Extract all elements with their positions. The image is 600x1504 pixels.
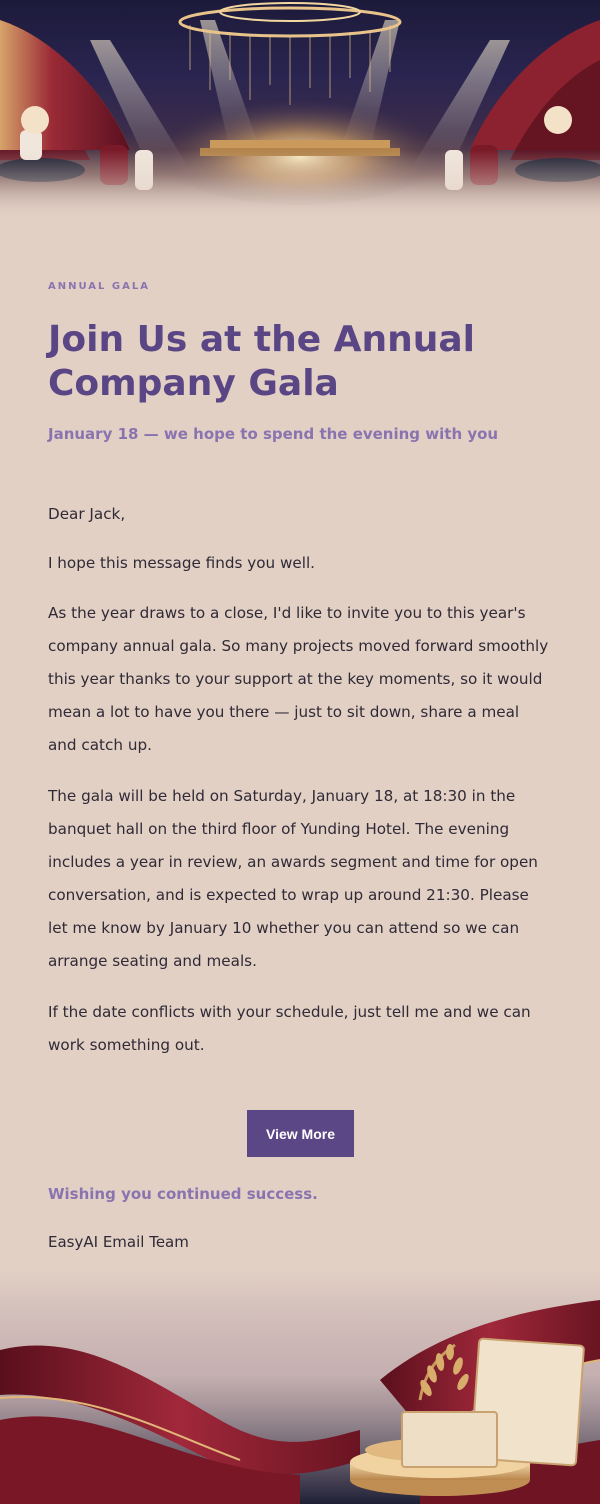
banquet-hall-illustration: [0, 0, 600, 220]
email-title: Join Us at the Annual Company Gala: [48, 319, 476, 404]
team-signature: EasyAI Email Team: [48, 1233, 189, 1251]
eyebrow-label: ANNUAL GALA: [48, 281, 150, 292]
footer-gala-image: [0, 1270, 600, 1504]
paragraph-3: The gala will be held on Saturday, January 18, at 18:30 in the banquet hall on the third floor of Yunding Hotel. The evening includes a year in review, an awards segment and time for open conversation, and is expected to wrap up around 21:30. Please let me know by January 10 whether you can attend so we can arrange seating and meals.: [48, 787, 538, 970]
signoff-text: Wishing you continued success.: [48, 1185, 318, 1203]
header-banquet-image: [0, 0, 600, 220]
gala-ribbon-illustration: [0, 1270, 600, 1504]
paragraph-2: As the year draws to a close, I'd like to invite you to this year's company annual gala. So many projects moved forward smoothly this year thanks to your support at the key moments, so it would mean a lot to have you there — just to sit down, share a meal and catch up.: [48, 604, 549, 754]
email-subtitle: January 18 — we hope to spend the evening with you: [48, 425, 499, 443]
paragraph-4: If the date conflicts with your schedule, just tell me and we can work something out.: [48, 1003, 531, 1054]
view-more-button[interactable]: View More: [247, 1110, 354, 1157]
greeting: Dear Jack,: [48, 505, 126, 523]
paragraph-1: I hope this message finds you well.: [48, 554, 315, 572]
